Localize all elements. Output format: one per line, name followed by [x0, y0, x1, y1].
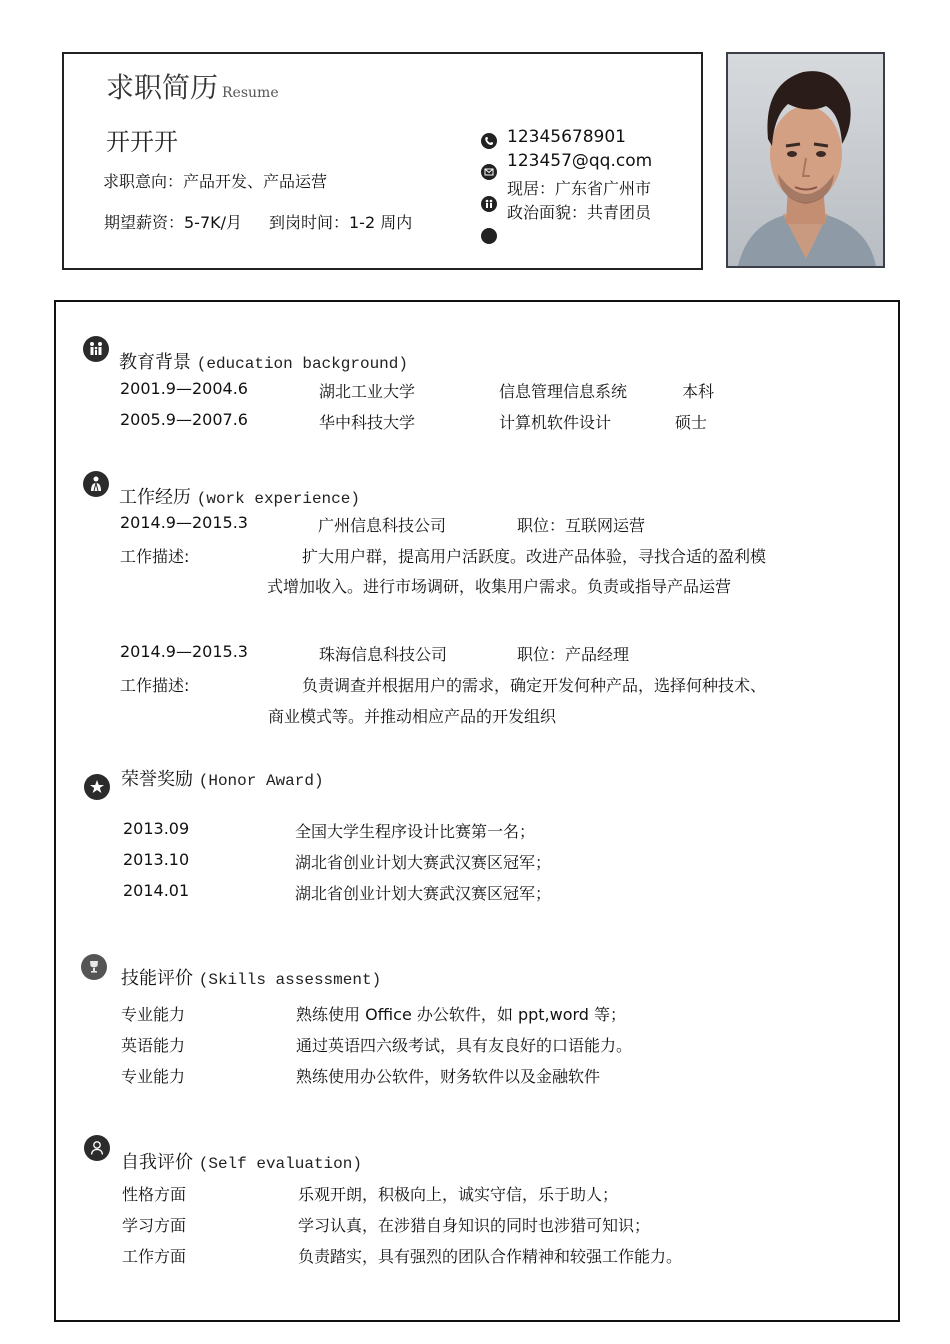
education-title-cn: 教育背景 — [119, 352, 191, 373]
work-title — [119, 483, 360, 509]
availability: 到岗时间：1-2 周内 — [269, 213, 413, 232]
honor-title-en: (Honor Award) — [198, 772, 324, 790]
job-desc-line2: 商业模式等。并推动相应产品的开发组织 — [268, 707, 557, 726]
candidate-name: 开开开 — [106, 128, 178, 156]
work-title-en: (work experience) — [196, 490, 360, 508]
expected-salary: 期望薪资：5-7K/月 — [104, 213, 243, 232]
honor-text: 湖北省创业计划大赛武汉赛区冠军； — [295, 853, 552, 872]
self-title — [121, 1148, 362, 1174]
self-label: 工作方面 — [122, 1247, 187, 1266]
job-desc-line1: 负责调查并根据用户的需求，确定开发何种产品，选择何种技术、 — [302, 676, 767, 695]
profile-photo — [726, 52, 885, 268]
resume-title — [106, 66, 279, 106]
user-icon — [84, 1135, 110, 1161]
resume-title-cn: 求职简历 — [106, 71, 219, 104]
honor-text: 全国大学生程序设计比赛第一名； — [295, 822, 536, 841]
mail-icon — [481, 164, 497, 180]
honor-text: 湖北省创业计划大赛武汉赛区冠军； — [295, 884, 552, 903]
person-icon — [83, 471, 109, 497]
dot-icon — [481, 228, 497, 244]
edu-period: 2005.9—2007.6 — [120, 410, 248, 429]
self-text: 乐观开朗，积极向上，诚实守信，乐于助人； — [298, 1185, 619, 1204]
edu-school: 华中科技大学 — [319, 413, 416, 432]
job-intention: 求职意向：产品开发、产品运营 — [103, 172, 328, 191]
skill-label: 专业能力 — [121, 1067, 186, 1086]
skill-text: 通过英语四六级考试，具有友良好的口语能力。 — [296, 1036, 633, 1055]
skills-title — [121, 964, 381, 990]
edu-school: 湖北工业大学 — [319, 382, 416, 401]
skill-text: 熟练使用 Office 办公软件，如 ppt,word 等； — [296, 1005, 627, 1024]
job-position: 职位：产品经理 — [517, 645, 630, 664]
work-title-cn: 工作经历 — [119, 487, 191, 508]
skills-title-en: (Skills assessment) — [198, 971, 382, 989]
family-icon — [83, 336, 109, 362]
contact-residence: 现居：广东省广州市 — [507, 179, 652, 198]
job-period: 2014.9—2015.3 — [120, 642, 248, 661]
honor-title — [121, 765, 324, 791]
honor-title-cn: 荣誉奖励 — [121, 769, 193, 790]
job-desc-label: 工作描述: — [120, 547, 190, 566]
contact-email: 123457@qq.com — [507, 151, 653, 171]
contact-politics: 政治面貌：共青团员 — [507, 203, 652, 222]
honor-date: 2013.09 — [123, 819, 190, 838]
skill-label: 专业能力 — [121, 1005, 186, 1024]
resume-title-en: Resume — [222, 85, 279, 101]
trophy-icon — [81, 954, 107, 980]
skill-text: 熟练使用办公软件，财务软件以及金融软件 — [296, 1067, 601, 1086]
skill-label: 英语能力 — [121, 1036, 186, 1055]
honor-date: 2013.10 — [123, 850, 190, 869]
job-desc-line1: 扩大用户群，提高用户活跃度。改进产品体验，寻找合适的盈利模 — [302, 547, 767, 566]
self-text: 负责踏实，具有强烈的团队合作精神和较强工作能力。 — [298, 1247, 683, 1266]
job-company: 珠海信息科技公司 — [319, 645, 448, 664]
edu-degree: 硕士 — [675, 413, 708, 432]
self-label: 学习方面 — [122, 1216, 187, 1235]
portrait-image — [728, 54, 883, 266]
people-icon — [481, 196, 497, 212]
skills-title-cn: 技能评价 — [121, 968, 193, 989]
self-title-en: (Self evaluation) — [198, 1155, 362, 1173]
edu-degree: 本科 — [682, 382, 715, 401]
education-title-en: (education background) — [196, 355, 408, 373]
job-company: 广州信息科技公司 — [318, 516, 447, 535]
job-position: 职位：互联网运营 — [517, 516, 646, 535]
contact-phone: 12345678901 — [507, 127, 626, 147]
education-title — [119, 348, 408, 374]
edu-major: 计算机软件设计 — [499, 413, 612, 432]
job-desc-line2: 式增加收入。进行市场调研，收集用户需求。负责或指导产品运营 — [267, 577, 732, 596]
job-period: 2014.9—2015.3 — [120, 513, 248, 532]
honor-date: 2014.01 — [123, 881, 190, 900]
edu-major: 信息管理信息系统 — [499, 382, 628, 401]
edu-period: 2001.9—2004.6 — [120, 379, 248, 398]
self-text: 学习认真，在涉猎自身知识的同时也涉猎可知识； — [298, 1216, 651, 1235]
star-icon — [84, 774, 110, 800]
self-title-cn: 自我评价 — [121, 1152, 193, 1173]
phone-icon — [481, 133, 497, 149]
job-desc-label: 工作描述: — [120, 676, 190, 695]
self-label: 性格方面 — [122, 1185, 187, 1204]
